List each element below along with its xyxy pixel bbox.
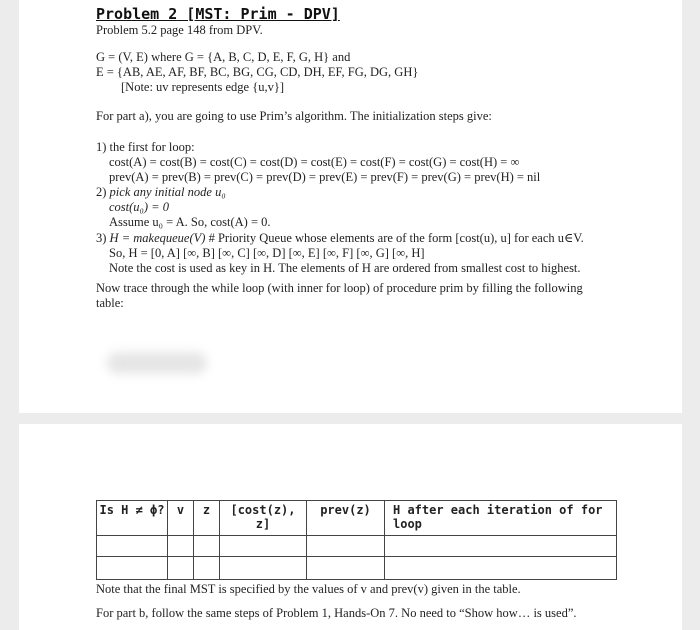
step3-makequeue: H = makequeue(V) xyxy=(109,231,206,245)
edge-note: [Note: uv represents edge {u,v}] xyxy=(121,80,284,94)
trace-instructions-line1: Now trace through the while loop (with inner for loop) of procedure prim by filling the following xyxy=(96,281,583,295)
table-cell[interactable] xyxy=(168,536,194,557)
edge-set: E = {AB, AE, AF, BF, BC, BG, CG, CD, DH, EF, FG, DG, GH} xyxy=(96,65,419,79)
step2-assume: Assume u₀ = A. So, cost(A) = 0. xyxy=(109,215,271,229)
problem-title-main: Problem 2 xyxy=(96,5,178,23)
page-top xyxy=(19,0,682,413)
table-cell[interactable] xyxy=(97,536,168,557)
header-h-after-iteration: H after each iteration of for loop xyxy=(385,501,617,536)
step2-number: 2) xyxy=(96,185,110,199)
step3-number: 3) xyxy=(96,231,110,245)
table-row xyxy=(97,557,617,580)
table-cell[interactable] xyxy=(307,536,385,557)
header-prev-z: prev(z) xyxy=(307,501,385,536)
header-cost-z: [cost(z), z] xyxy=(220,501,307,536)
step3-comment: # Priority Queue whose elements are of the form [cost(u), u] for each u∈V. xyxy=(205,231,584,245)
header-v: v xyxy=(168,501,194,536)
prim-trace-table xyxy=(96,500,617,580)
blurred-smudge xyxy=(107,352,207,374)
header-queue-nonempty: Is H ≠ ϕ? xyxy=(97,501,168,536)
step1-prev: prev(A) = prev(B) = prev(C) = prev(D) = prev(E) = prev(F) = prev(G) = prev(H) = nil xyxy=(109,170,541,184)
step3-key-note: Note the cost is used as key in H. The elements of H are ordered from smallest cost to highest. xyxy=(109,261,581,275)
trace-instructions-line2: table: xyxy=(96,296,124,310)
header-z: z xyxy=(194,501,220,536)
table-header-row xyxy=(97,501,617,536)
table-cell[interactable] xyxy=(385,557,617,580)
step3-initial-queue: So, H = [0, A] [∞, B] [∞, C] [∞, D] [∞, E] [∞, F] [∞, G] [∞, H] xyxy=(109,246,425,260)
table-row xyxy=(97,536,617,557)
intro-text: For part a), you are going to use Prim’s algorithm. The initialization steps give: xyxy=(96,109,492,123)
step1-label: 1) the first for loop: xyxy=(96,140,195,154)
part-b-note: For part b, follow the same steps of Problem 1, Hands-On 7. No need to “Show how… is used”. xyxy=(96,606,577,620)
step2-label xyxy=(96,185,226,199)
mst-note: Note that the final MST is specified by the values of v and prev(v) given in the table. xyxy=(96,582,521,596)
page-bottom xyxy=(19,424,682,630)
step2-text: pick any initial node u₀ xyxy=(109,185,226,199)
table-cell[interactable] xyxy=(194,557,220,580)
problem-source: Problem 5.2 page 148 from DPV. xyxy=(96,23,263,37)
table-cell[interactable] xyxy=(385,536,617,557)
problem-title xyxy=(96,5,340,23)
step1-cost: cost(A) = cost(B) = cost(C) = cost(D) = cost(E) = cost(F) = cost(G) = cost(H) = ∞ xyxy=(109,155,520,169)
step3-label xyxy=(96,231,584,245)
problem-title-rest: [MST: Prim - DPV] xyxy=(177,5,340,23)
graph-definition: G = (V, E) where G = {A, B, C, D, E, F, G, H} and xyxy=(96,50,351,64)
table-cell[interactable] xyxy=(194,536,220,557)
table-cell[interactable] xyxy=(168,557,194,580)
table-cell[interactable] xyxy=(220,536,307,557)
step2-cost: cost(u₀) = 0 xyxy=(109,200,169,214)
table-cell[interactable] xyxy=(220,557,307,580)
table-cell[interactable] xyxy=(97,557,168,580)
table-cell[interactable] xyxy=(307,557,385,580)
